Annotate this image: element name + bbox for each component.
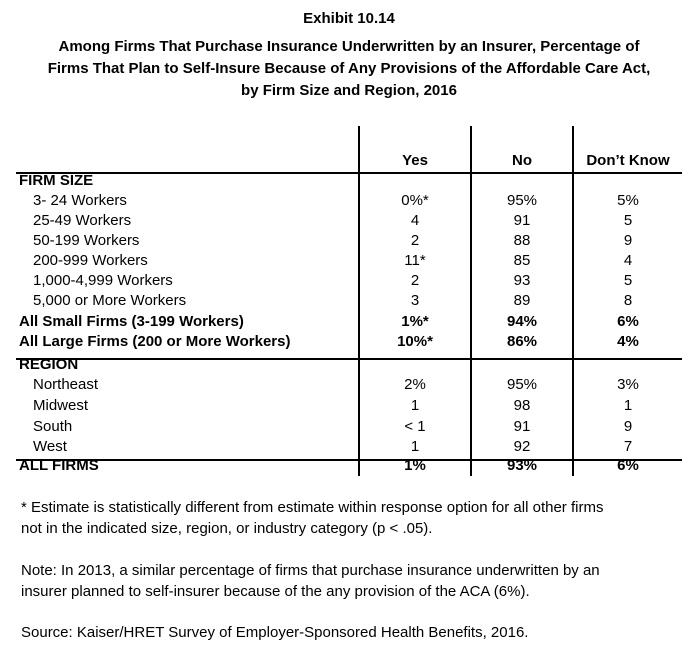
row-yes-value: < 1 xyxy=(404,418,426,435)
row-dk-value: 3% xyxy=(617,376,639,393)
row-dk-value: 5 xyxy=(623,212,633,229)
row-yes-value: 1%* xyxy=(401,313,429,330)
row-yes-value: 1 xyxy=(410,397,420,414)
row-label: 50-199 Workers xyxy=(33,232,140,249)
row-no-value: 93 xyxy=(513,272,531,289)
row-dk-value: 6% xyxy=(617,313,639,330)
subtitle-line-3: by Firm Size and Region, 2016 xyxy=(241,82,457,99)
row-yes-value: 2 xyxy=(410,272,420,289)
row-yes-value: 3 xyxy=(410,292,420,309)
row-no-value: 88 xyxy=(513,232,531,249)
note-footnote-line-2: insurer planned to self-insurer because of the any provision of the ACA (6%). xyxy=(21,583,530,600)
subtitle-line-2: Firms That Plan to Self-Insure Because of Any Provisions of the Affordable Care Act, xyxy=(47,60,651,77)
row-yes-value: 2% xyxy=(404,376,426,393)
row-dk-value: 9 xyxy=(623,418,633,435)
subtitle-line-1: Among Firms That Purchase Insurance Underwritten by an Insurer, Percentage of xyxy=(58,38,640,55)
row-label: West xyxy=(33,438,67,455)
row-no-value: 89 xyxy=(513,292,531,309)
row-dk-value: 9 xyxy=(623,232,633,249)
row-dk-value: 5% xyxy=(617,192,639,209)
note-footnote-line-1: Note: In 2013, a similar percentage of firms that purchase insurance underwritten by an xyxy=(21,562,600,579)
column-header-no: No xyxy=(512,152,532,169)
row-no-value: 86% xyxy=(506,333,538,350)
row-yes-value: 2 xyxy=(410,232,420,249)
row-no-value: 95% xyxy=(506,376,538,393)
row-dk-value: 4% xyxy=(617,333,639,350)
row-no-value: 98 xyxy=(513,397,531,414)
row-yes-value: 1 xyxy=(410,438,420,455)
row-label: 200-999 Workers xyxy=(33,252,148,269)
asterisk-footnote-line-1: * Estimate is statistically different from estimate within response option for all other firms xyxy=(21,499,604,516)
row-label: 3- 24 Workers xyxy=(33,192,127,209)
row-dk-value: 8 xyxy=(623,292,633,309)
data-table xyxy=(16,126,682,476)
row-no-value: 91 xyxy=(513,418,531,435)
exhibit-subtitle xyxy=(20,36,678,102)
row-dk-value: 7 xyxy=(623,438,633,455)
column-header-yes: Yes xyxy=(402,152,428,169)
row-dk-value: 1 xyxy=(623,397,633,414)
source-note: Source: Kaiser/HRET Survey of Employer-Sponsored Health Benefits, 2016. xyxy=(21,624,529,641)
row-label: South xyxy=(33,418,73,435)
row-dk-value: 4 xyxy=(623,252,633,269)
row-label: Midwest xyxy=(33,397,89,414)
row-no-value: 95% xyxy=(506,192,538,209)
row-dk-value: 6% xyxy=(617,457,639,474)
header-rule xyxy=(16,172,682,174)
row-no-value: 85 xyxy=(513,252,531,269)
row-yes-value: 11* xyxy=(404,252,426,269)
section-header-region: REGION xyxy=(19,356,79,373)
row-label-all-firms: ALL FIRMS xyxy=(19,457,99,474)
row-label-all-large-firms: All Large Firms (200 or More Workers) xyxy=(19,333,291,350)
section-header-firm-size: FIRM SIZE xyxy=(19,172,94,189)
region-rule xyxy=(16,358,682,360)
row-label: Northeast xyxy=(33,376,99,393)
column-header-dont-know: Don’t Know xyxy=(586,152,670,169)
row-no-value: 92 xyxy=(513,438,531,455)
row-no-value: 91 xyxy=(513,212,531,229)
note-footnote xyxy=(21,560,681,602)
row-label: 5,000 or More Workers xyxy=(33,292,187,309)
asterisk-footnote xyxy=(21,497,681,539)
row-dk-value: 5 xyxy=(623,272,633,289)
row-label: 1,000-4,999 Workers xyxy=(33,272,173,289)
exhibit-title: Exhibit 10.14 xyxy=(303,10,395,27)
row-label-all-small-firms: All Small Firms (3-199 Workers) xyxy=(19,313,244,330)
row-yes-value: 1% xyxy=(404,457,426,474)
asterisk-footnote-line-2: not in the indicated size, region, or industry category (p < .05). xyxy=(21,520,433,537)
row-no-value: 94% xyxy=(506,313,538,330)
row-yes-value: 10%* xyxy=(397,333,433,350)
row-yes-value: 4 xyxy=(410,212,420,229)
row-label: 25-49 Workers xyxy=(33,212,132,229)
row-no-value: 93% xyxy=(506,457,538,474)
row-yes-value: 0%* xyxy=(401,192,429,209)
